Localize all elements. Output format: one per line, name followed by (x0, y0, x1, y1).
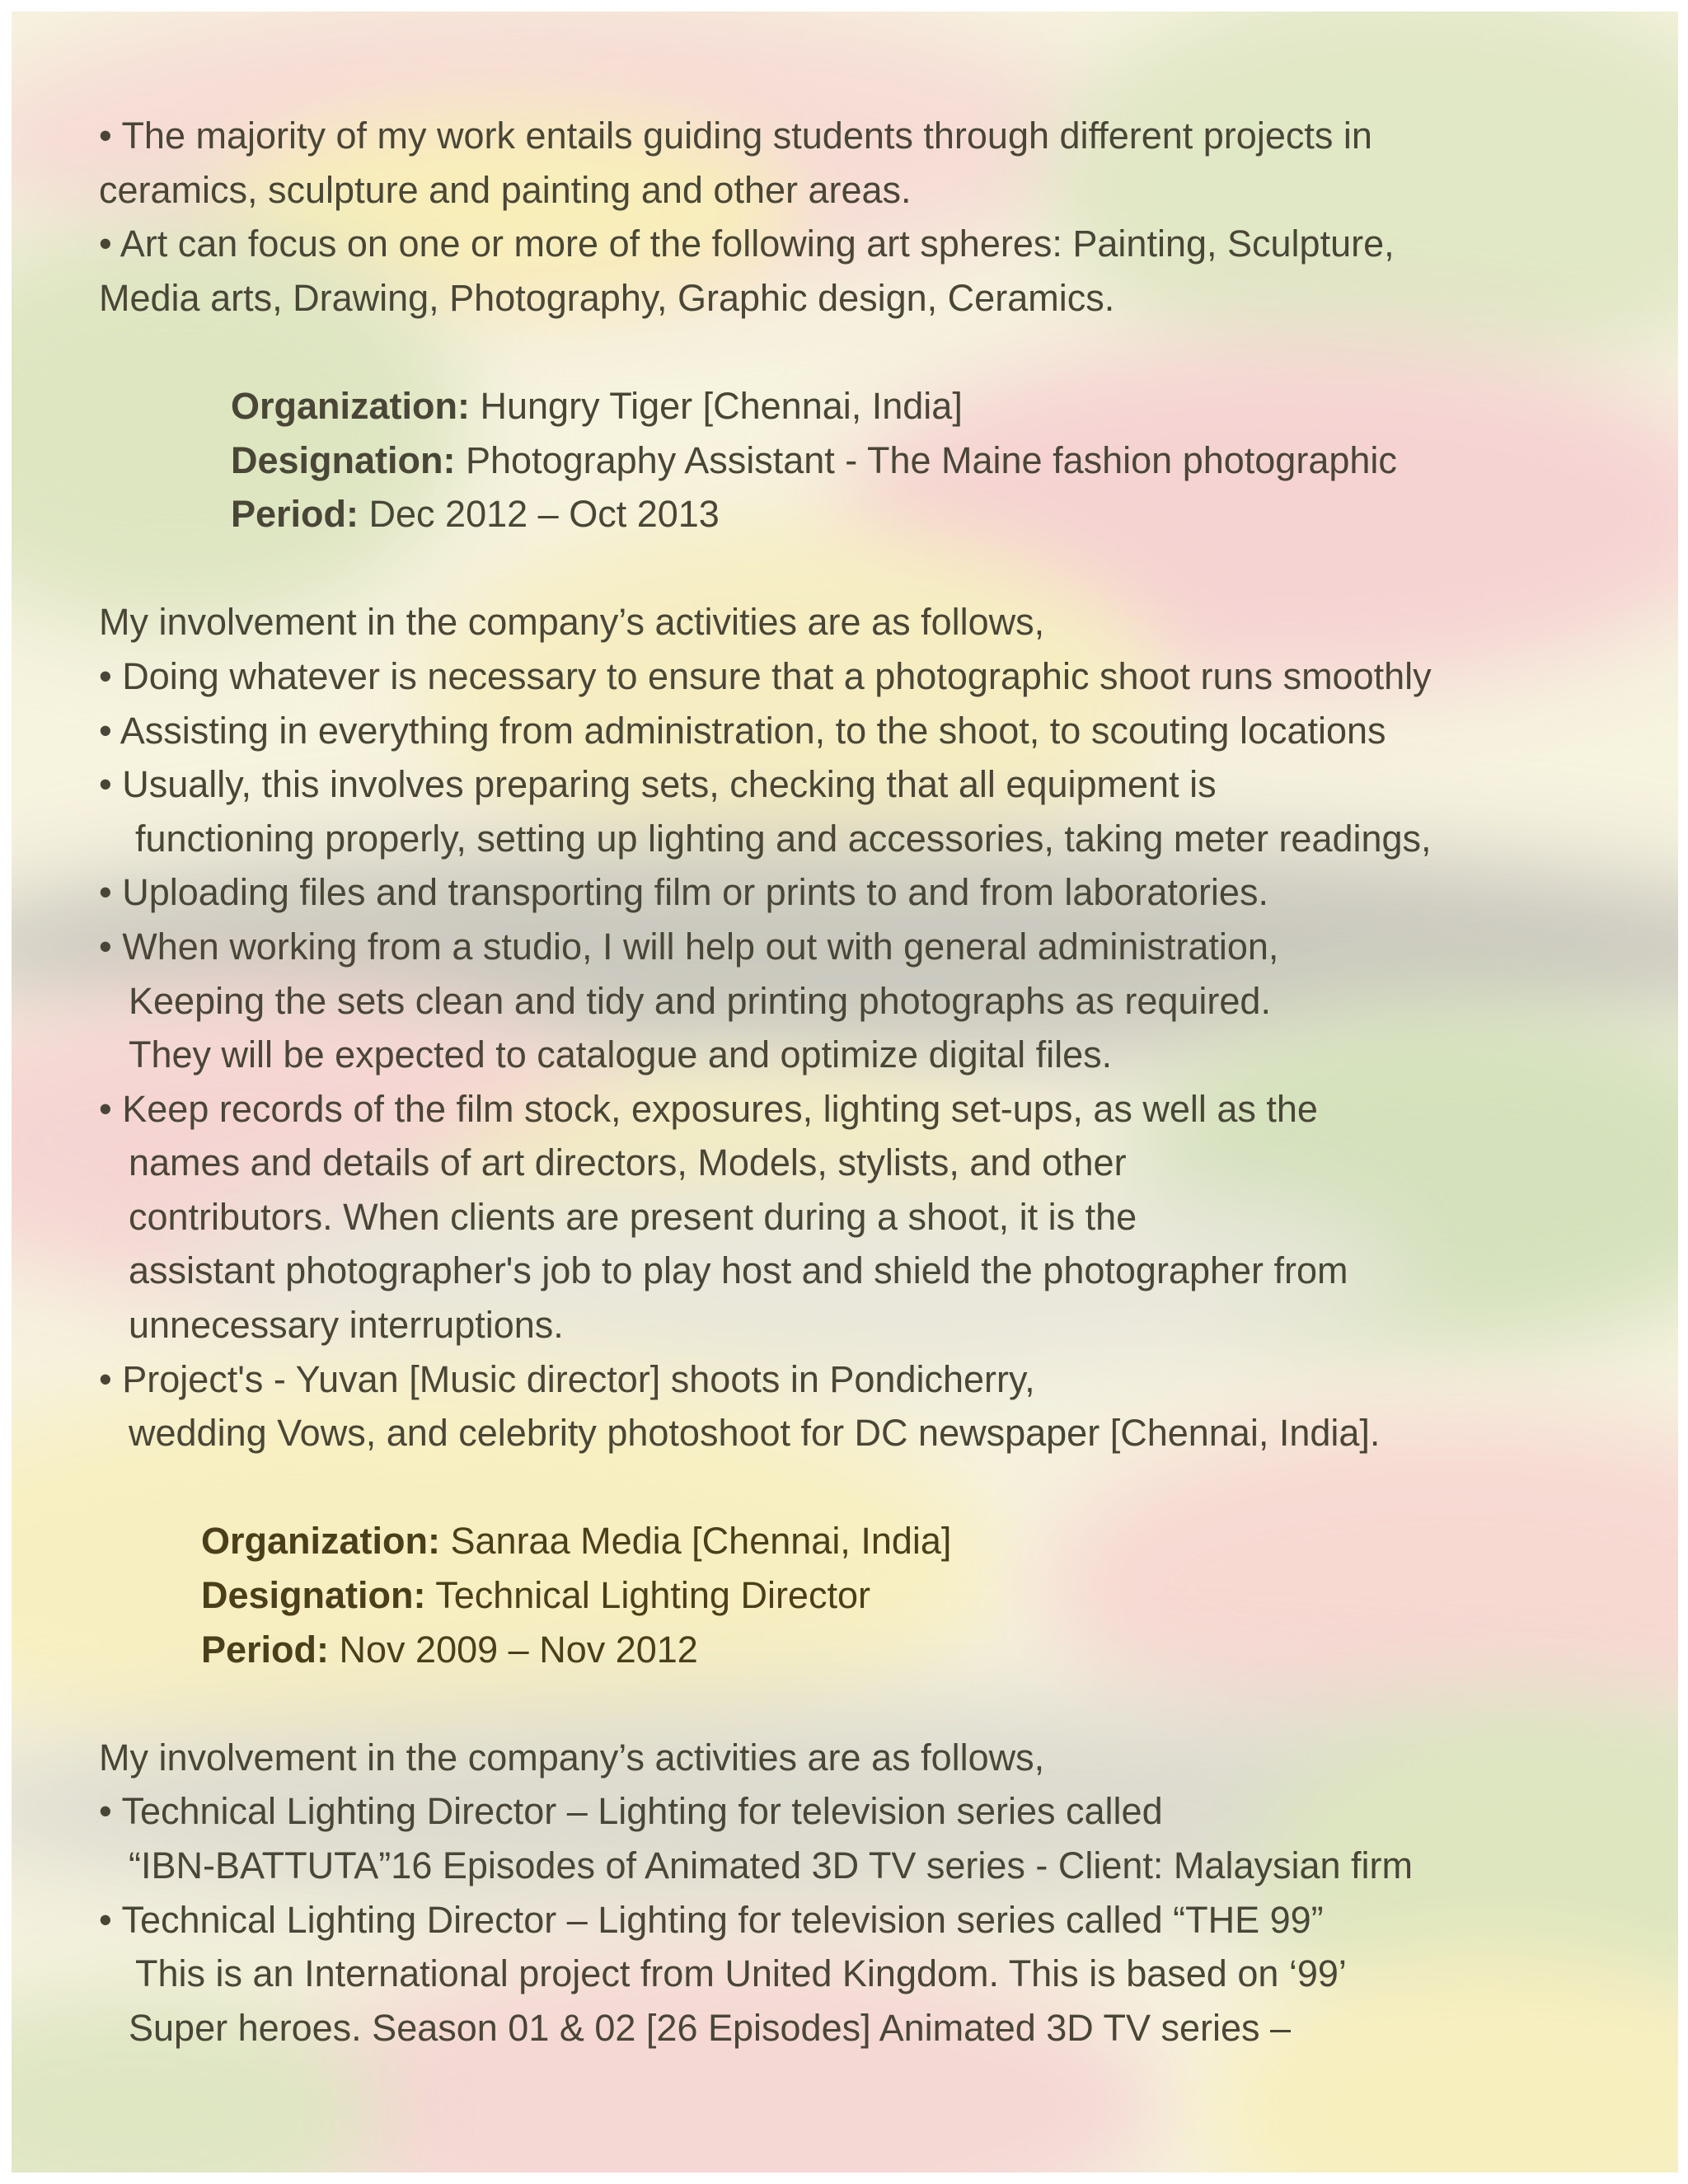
intro-line: • The majority of my work entails guiding students through different projects in (99, 115, 1372, 157)
job1-line: names and details of art directors, Models, stylists, and other (129, 1141, 1127, 1184)
job2-line: This is an International project from United Kingdom. This is based on ‘99’ (135, 1952, 1347, 1995)
job1-line: contributors. When clients are present during a shoot, it is the (129, 1195, 1137, 1238)
job1-line: • Uploading files and transporting film or prints to and from laboratories. (99, 871, 1268, 914)
spacer (99, 541, 1645, 596)
job2-period (99, 1623, 1645, 1677)
job2-line: • Technical Lighting Director – Lighting for television series called “THE 99” (99, 1898, 1324, 1941)
designation-label: Designation: (201, 1574, 426, 1617)
job2-line: Super heroes. Season 01 & 02 [26 Episodes] Animated 3D TV series – (129, 2006, 1292, 2049)
designation-value: Photography Assistant - The Maine fashion photographic (455, 438, 1397, 481)
organization-value: Sanraa Media [Chennai, India] (440, 1520, 952, 1563)
job2-line: • Technical Lighting Director – Lighting for television series called (99, 1790, 1163, 1833)
job2-intro: My involvement in the company’s activities are as follows, (99, 1736, 1045, 1779)
job1-line: • Assisting in everything from administration, to the shoot, to scouting locations (99, 709, 1386, 752)
intro-line: ceramics, sculpture and painting and other areas. (99, 168, 912, 211)
intro-line: Media arts, Drawing, Photography, Graphic design, Ceramics. (99, 276, 1115, 319)
job1-line: Keeping the sets clean and tidy and printing photographs as required. (129, 979, 1271, 1022)
job1-line: • Usually, this involves preparing sets, checking that all equipment is (99, 763, 1217, 806)
job2-line: “IBN-BATTUTA”16 Episodes of Animated 3D TV series - Client: Malaysian firm (129, 1844, 1413, 1886)
job1-line: functioning properly, setting up lighting and accessories, taking meter readings, (135, 817, 1432, 860)
job2-organization (99, 1514, 1645, 1568)
job1-period (99, 487, 1645, 541)
organization-label: Organization: (201, 1520, 440, 1563)
job1-organization (99, 379, 1645, 434)
job1-header (99, 379, 1645, 541)
period-value: Dec 2012 – Oct 2013 (359, 493, 720, 536)
job2-designation (99, 1568, 1645, 1623)
resume-page (12, 12, 1678, 2172)
period-label: Period: (201, 1628, 330, 1671)
job1-line: • Keep records of the film stock, exposures, lighting set-ups, as well as the (99, 1087, 1318, 1130)
job1-line: • Doing whatever is necessary to ensure that a photographic shoot runs smoothly (99, 654, 1432, 697)
designation-label: Designation: (231, 438, 456, 481)
job1-line: • Project's - Yuvan [Music director] shoots in Pondicherry, (99, 1357, 1035, 1400)
resume-content (99, 109, 1645, 2055)
job1-line: wedding Vows, and celebrity photoshoot for DC newspaper [Chennai, India]. (129, 1412, 1381, 1455)
organization-label: Organization: (231, 384, 470, 427)
job1-line: assistant photographer's job to play host and shield the photographer from (129, 1249, 1348, 1292)
spacer (99, 1460, 1645, 1515)
job1-intro: My involvement in the company’s activities are as follows, (99, 601, 1045, 644)
organization-value: Hungry Tiger [Chennai, India] (470, 384, 963, 427)
spacer (99, 325, 1645, 379)
intro-line: • Art can focus on one or more of the following art spheres: Painting, Sculpture, (99, 223, 1395, 265)
job2-header (99, 1514, 1645, 1676)
period-value: Nov 2009 – Nov 2012 (329, 1628, 698, 1671)
spacer (99, 1676, 1645, 1731)
designation-value: Technical Lighting Director (425, 1574, 870, 1617)
job1-line: unnecessary interruptions. (129, 1304, 564, 1347)
period-label: Period: (231, 493, 359, 536)
job1-line: They will be expected to catalogue and optimize digital files. (129, 1033, 1113, 1076)
job1-line: • When working from a studio, I will help out with general administration, (99, 925, 1279, 968)
job1-designation (99, 434, 1645, 488)
